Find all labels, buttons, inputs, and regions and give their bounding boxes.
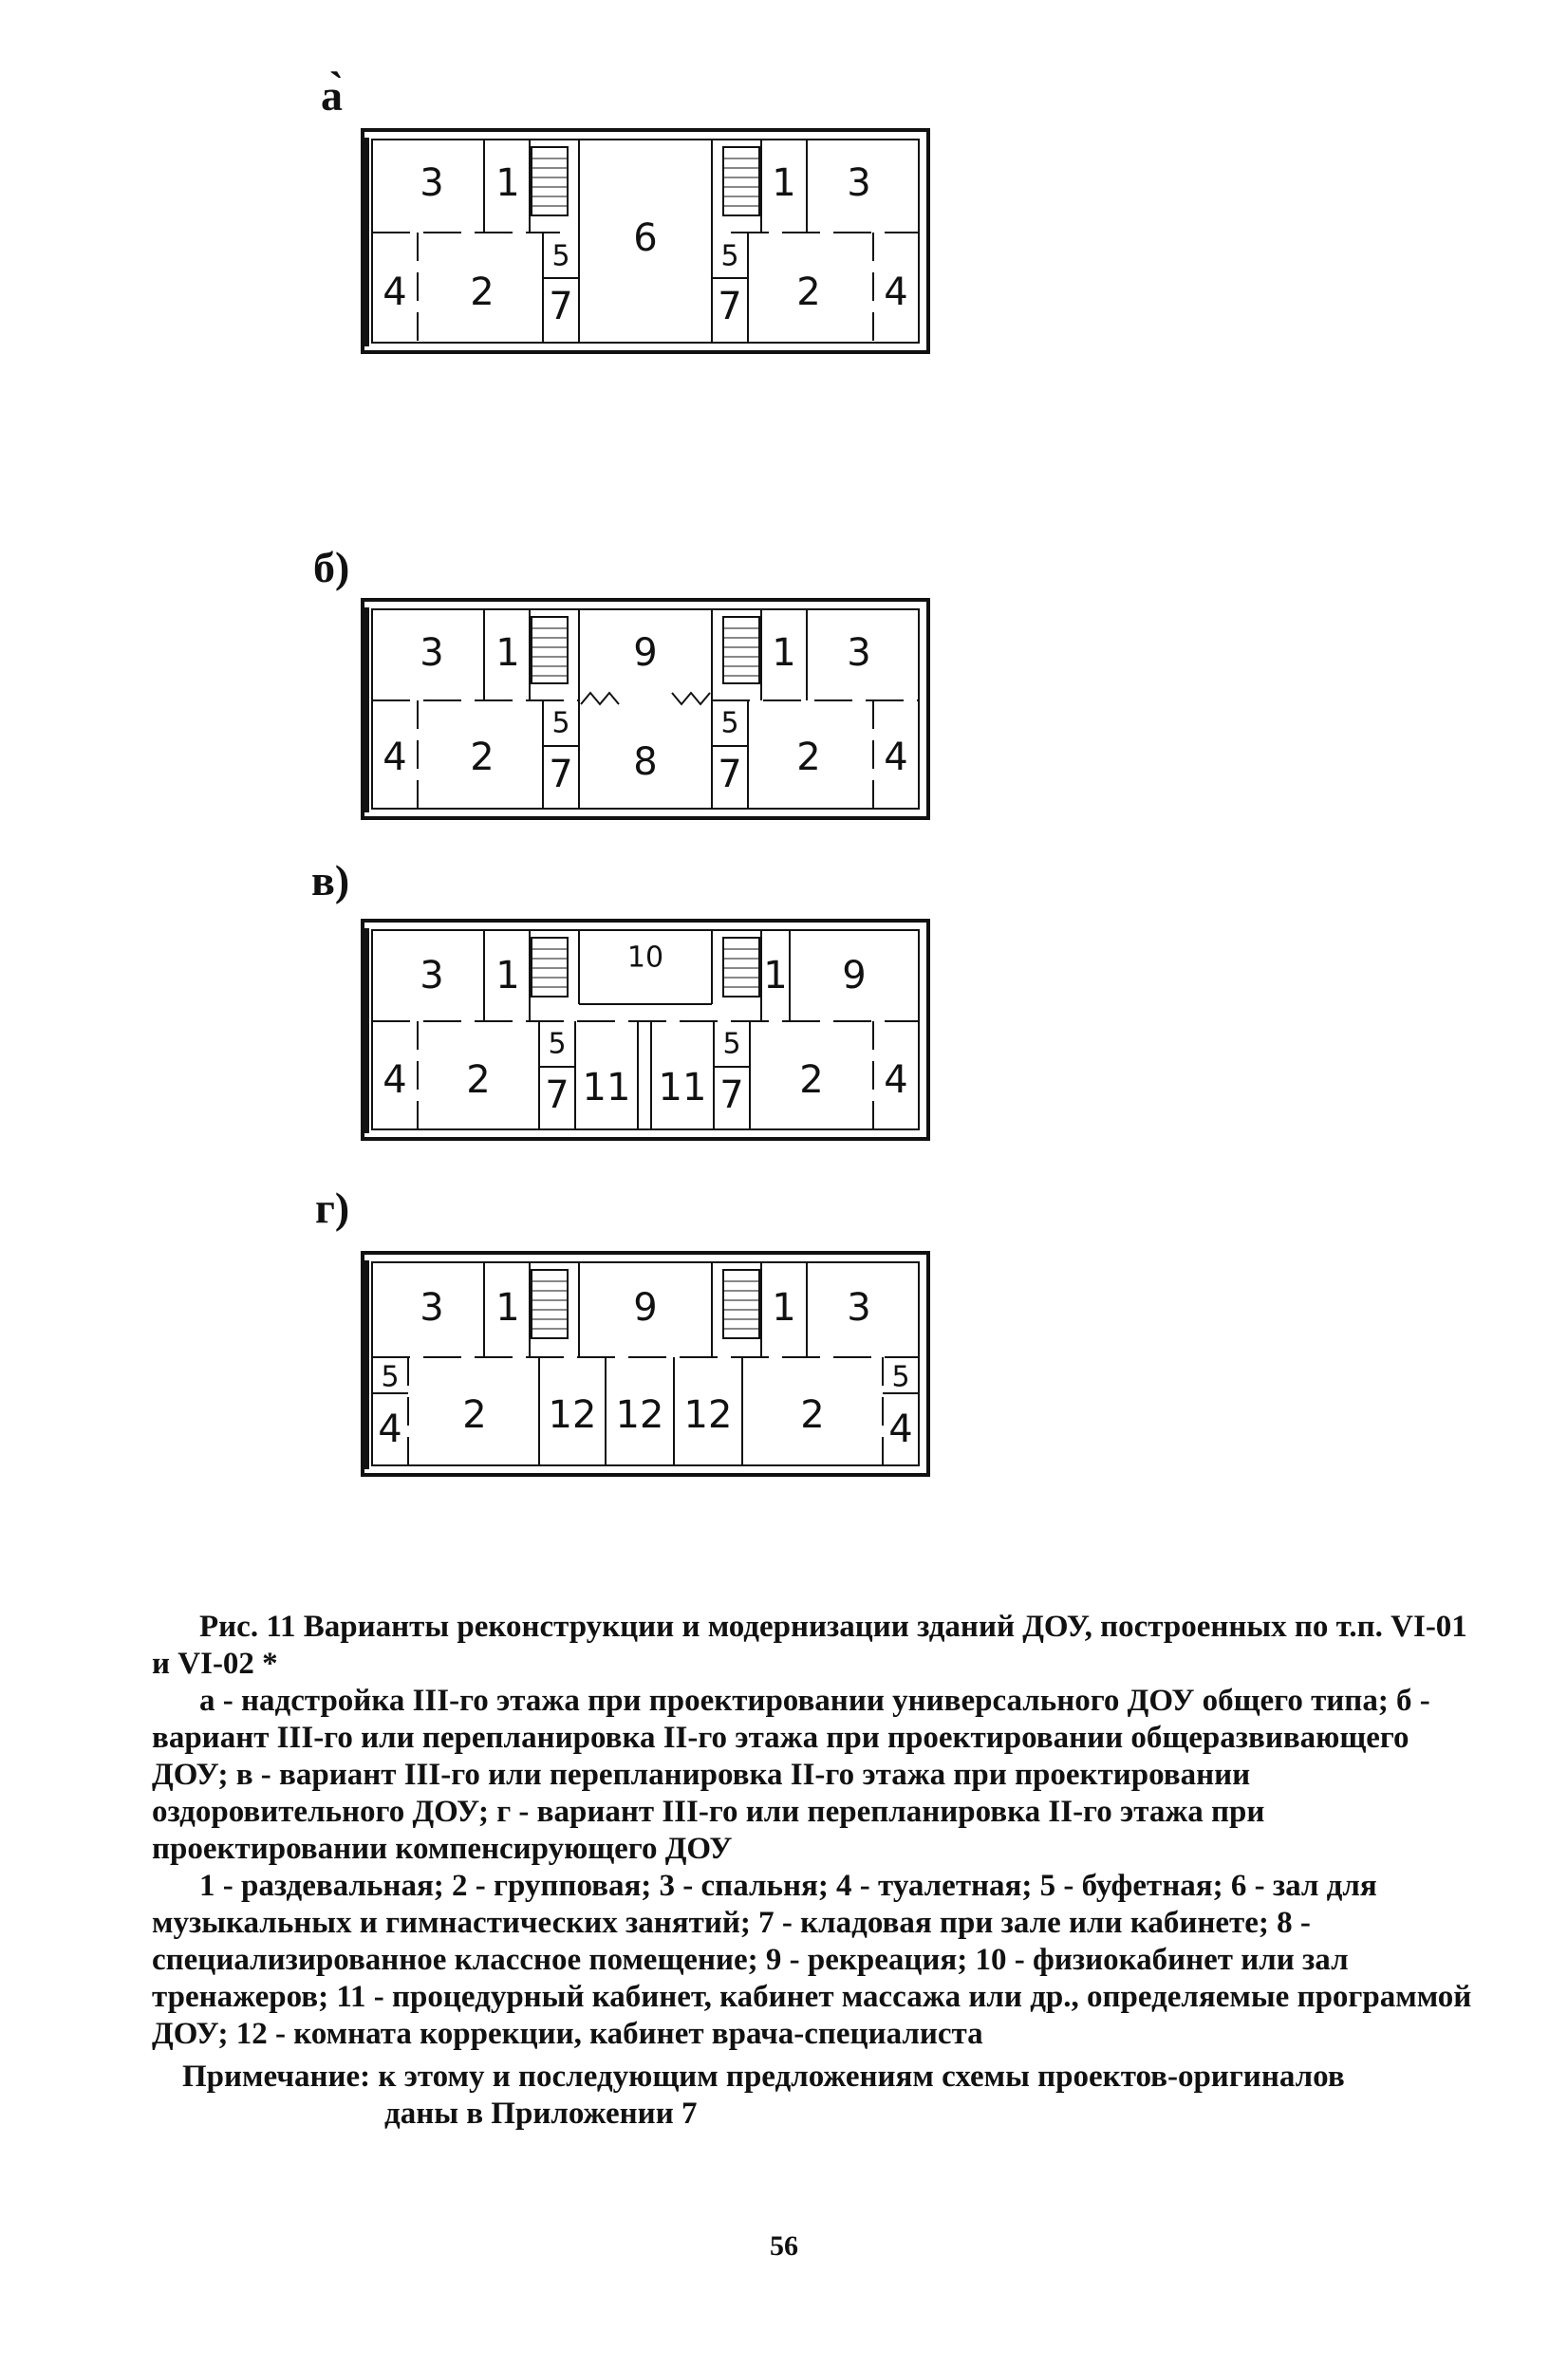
room-number: 2 — [800, 1393, 825, 1437]
floor-plan-b — [361, 598, 930, 822]
stair-icon — [723, 147, 759, 215]
room-number: 2 — [462, 1393, 487, 1437]
room-number: 2 — [796, 270, 821, 314]
stair-icon — [723, 617, 759, 683]
figure-caption — [152, 1609, 1481, 2133]
room-number: 5 — [548, 1027, 567, 1061]
room-number: 3 — [420, 631, 444, 675]
stair-icon — [532, 617, 568, 683]
note-line-1: Примечание: к этому и последующим предложениям схемы проектов-оригиналов — [182, 2060, 1345, 2094]
room-number: 4 — [884, 1058, 908, 1102]
room-number: 4 — [884, 736, 908, 779]
room-number: 5 — [551, 706, 570, 740]
room-number: 1 — [772, 1286, 796, 1330]
stair-icon — [723, 938, 759, 997]
stair-icon — [532, 1270, 568, 1338]
room-number: 4 — [383, 270, 407, 314]
variants-description: а - надстройка III-го этажа при проектировании универсального ДОУ общего типа; б - вариант III-го или перепланировка II-го этажа при проектировании общеразвивающего ДОУ; в - вариант III-го или перепланировка II-го этажа при проектировании оздоровительного ДОУ; г - вариант III-го или перепланировка II-го этажа при проектировании компенсирующего ДОУ — [152, 1684, 1430, 1866]
room-number: 12 — [548, 1393, 597, 1437]
stair-icon — [723, 1270, 759, 1338]
room-number: 7 — [719, 1073, 744, 1117]
note-line-2: даны в Приложении 7 — [384, 2097, 698, 2131]
variant-label-g: г) — [315, 1184, 350, 1232]
room-number: 2 — [466, 1058, 491, 1102]
room-number: 9 — [842, 954, 867, 998]
room-number: 5 — [551, 239, 570, 273]
page-number: 56 — [770, 2230, 798, 2262]
room-number: 7 — [549, 753, 573, 796]
variant-label-v: в) — [311, 856, 350, 904]
room-number: 12 — [615, 1393, 664, 1437]
room-number: 3 — [847, 631, 871, 675]
room-number: 5 — [381, 1360, 400, 1394]
room-number: 1 — [772, 631, 796, 675]
room-number: 4 — [888, 1408, 913, 1451]
room-number: 4 — [884, 270, 908, 314]
room-number: 3 — [847, 1286, 871, 1330]
room-number: 8 — [633, 740, 658, 784]
floor-plan-g — [361, 1251, 930, 1479]
room-number: 1 — [495, 1286, 520, 1330]
room-number: 10 — [626, 941, 664, 975]
room-number: 2 — [796, 736, 821, 779]
room-number: 5 — [891, 1360, 910, 1394]
room-number: 1 — [495, 161, 520, 205]
figure-title: Рис. 11 Варианты реконструкции и модернизации зданий ДОУ, построенных по т.п. VI-01 и VI-02 * — [152, 1610, 1467, 1681]
room-number: 7 — [545, 1073, 569, 1117]
room-number: 3 — [420, 1286, 444, 1330]
room-number: 6 — [633, 216, 658, 260]
room-number: 3 — [420, 161, 444, 205]
room-number: 3 — [420, 954, 444, 998]
room-legend: 1 - раздевальная; 2 - групповая; 3 - спальня; 4 - туалетная; 5 - буфетная; 6 - зал для музыкальных и гимнастических занятий; 7 - кладовая при зале или кабинете; 8 - специализированное классное помещение; 9 - рекреация; 10 - физиокабинет или зал тренажеров; 11 - процедурный кабинет, кабинет массажа или др., определяемые программой ДОУ; 12 - комната коррекции, кабинет врача-специалиста — [152, 1869, 1472, 2051]
room-number: 4 — [383, 1058, 407, 1102]
room-number: 9 — [633, 1286, 658, 1330]
room-number: 9 — [633, 631, 658, 675]
room-number: 2 — [470, 736, 495, 779]
room-number: 2 — [799, 1058, 824, 1102]
room-number: 7 — [718, 285, 742, 328]
room-number: 12 — [683, 1393, 733, 1437]
room-number: 7 — [549, 285, 573, 328]
room-number: 3 — [847, 161, 871, 205]
room-number: 4 — [378, 1408, 402, 1451]
variant-label-b: б) — [313, 543, 350, 591]
room-number: 11 — [658, 1066, 707, 1109]
room-number: 1 — [772, 161, 796, 205]
room-number: 1 — [495, 631, 520, 675]
room-number: 5 — [720, 706, 739, 740]
variant-label-a: а̀ — [321, 71, 343, 120]
room-number: 7 — [718, 753, 742, 796]
stair-icon — [532, 147, 568, 215]
room-number: 5 — [722, 1027, 741, 1061]
room-number: 1 — [763, 954, 788, 998]
room-number: 5 — [720, 239, 739, 273]
floor-plan-a — [361, 128, 930, 356]
room-number: 1 — [495, 954, 520, 998]
stair-icon — [532, 938, 568, 997]
room-number: 4 — [383, 736, 407, 779]
floor-plan-v — [361, 919, 930, 1143]
room-number: 2 — [470, 270, 495, 314]
room-number: 11 — [582, 1066, 631, 1109]
